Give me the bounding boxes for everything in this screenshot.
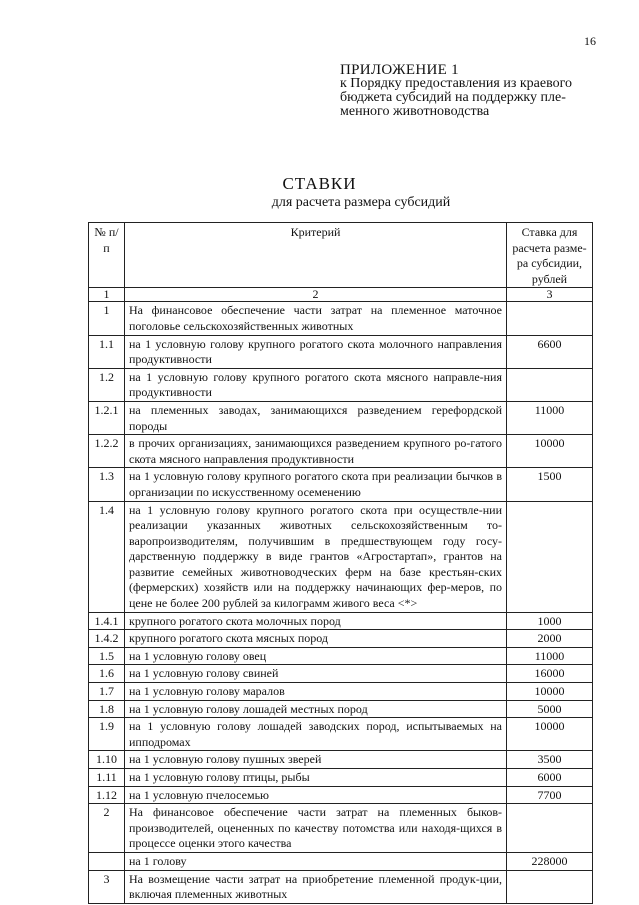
- row-rate: 3500: [507, 751, 593, 769]
- appendix-line: менного животноводства: [340, 104, 490, 119]
- row-rate: 11000: [507, 647, 593, 665]
- row-number: 1.4.1: [89, 612, 125, 630]
- header-rate: Ставка для расчета разме-ра субсидии, рублей: [507, 223, 593, 288]
- table-row: [89, 718, 593, 751]
- row-rate: [507, 501, 593, 612]
- row-rate: 10000: [507, 683, 593, 701]
- row-criterion: на 1 условную голову крупного рогатого скота при осуществле-нии реализации указанных животных сельскохозяйственным то-варопроизводителям, получившим в предшествующем году госу-дарственную поддержку в виде грантов «Агростартап», грантов на развитие семейных животноводческих ферм на базе крестьян-ских (фермерских) хозяйств или на поддержку начинающих фер-меров, по цене не более 200 рублей за килограмм живого веса <*>: [125, 501, 507, 612]
- row-number: 1.11: [89, 769, 125, 787]
- row-criterion: на 1 голову: [125, 852, 507, 870]
- row-criterion: на 1 условную пчелосемью: [125, 786, 507, 804]
- table-row: [89, 683, 593, 701]
- row-criterion: на 1 условную голову овец: [125, 647, 507, 665]
- row-criterion: на 1 условную голову маралов: [125, 683, 507, 701]
- table-row: [89, 501, 593, 612]
- row-criterion: крупного рогатого скота мясных пород: [125, 630, 507, 648]
- col-number: 2: [125, 288, 507, 302]
- table-row: [89, 870, 593, 903]
- row-rate: [507, 368, 593, 401]
- table-row: [89, 647, 593, 665]
- table-row: [89, 335, 593, 368]
- table-row: [89, 630, 593, 648]
- row-number: 1.3: [89, 468, 125, 501]
- row-rate: 7700: [507, 786, 593, 804]
- table-row: [89, 612, 593, 630]
- table-row: [89, 700, 593, 718]
- row-criterion: на 1 условную голову пушных зверей: [125, 751, 507, 769]
- row-number: 1.7: [89, 683, 125, 701]
- row-number: 1.1: [89, 335, 125, 368]
- row-criterion: на 1 условную голову птицы, рыбы: [125, 769, 507, 787]
- table-row: [89, 804, 593, 853]
- appendix-line: к Порядку предоставления из краевого: [340, 76, 572, 91]
- rates-subtitle: для расчета размера субсидий: [271, 195, 451, 210]
- table-row: [89, 368, 593, 401]
- row-rate: 10000: [507, 435, 593, 468]
- row-criterion: на 1 условную голову свиней: [125, 665, 507, 683]
- table-row: [89, 665, 593, 683]
- row-criterion: на 1 условную голову крупного рогатого скота при реализации бычков в организации по искусственному осеменению: [125, 468, 507, 501]
- row-criterion: на племенных заводах, занимающихся разведением герефордской породы: [125, 401, 507, 434]
- row-number: 1.9: [89, 718, 125, 751]
- table-row: [89, 751, 593, 769]
- row-criterion: На финансовое обеспечение части затрат на племенных быков-производителей, оцененных по качеству потомства или находя-щихся в процессе оценки этого качества: [125, 804, 507, 853]
- table-body: [89, 302, 593, 903]
- row-criterion: На возмещение части затрат на приобретение племенной продук-ции, включая племенных животных: [125, 870, 507, 903]
- appendix-block: [340, 63, 572, 119]
- table-row: [89, 302, 593, 335]
- row-number: 2: [89, 804, 125, 853]
- row-number: 1.4: [89, 501, 125, 612]
- appendix-line: бюджета субсидий на поддержку пле-: [340, 90, 566, 105]
- row-rate: [507, 870, 593, 903]
- row-rate: 6600: [507, 335, 593, 368]
- table-row: [89, 468, 593, 501]
- row-number: 1.2.1: [89, 401, 125, 434]
- row-number: 1: [89, 302, 125, 335]
- row-number: 1.2.2: [89, 435, 125, 468]
- row-rate: 11000: [507, 401, 593, 434]
- row-number: 1.2: [89, 368, 125, 401]
- row-rate: 228000: [507, 852, 593, 870]
- table-row: [89, 769, 593, 787]
- row-criterion: на 1 условную голову крупного рогатого скота молочного направления продуктивности: [125, 335, 507, 368]
- column-number-row: [89, 288, 593, 302]
- row-number: [89, 852, 125, 870]
- rates-table: [88, 222, 593, 904]
- row-rate: 5000: [507, 700, 593, 718]
- row-rate: 1000: [507, 612, 593, 630]
- row-number: 1.10: [89, 751, 125, 769]
- rates-title: СТАВКИ: [282, 174, 357, 193]
- row-criterion: На финансовое обеспечение части затрат на племенное маточное поголовье сельскохозяйственных животных: [125, 302, 507, 335]
- col-number: 1: [89, 288, 125, 302]
- row-rate: [507, 302, 593, 335]
- appendix-title: ПРИЛОЖЕНИЕ 1: [340, 62, 459, 78]
- header-criterion: Критерий: [125, 223, 507, 288]
- table-row: [89, 401, 593, 434]
- row-criterion: в прочих организациях, занимающихся разведением крупного ро-гатого скота мясного направления продуктивности: [125, 435, 507, 468]
- row-number: 1.12: [89, 786, 125, 804]
- row-number: 1.4.2: [89, 630, 125, 648]
- row-number: 1.6: [89, 665, 125, 683]
- row-rate: 1500: [507, 468, 593, 501]
- table-row: [89, 435, 593, 468]
- table-header-row: [89, 223, 593, 288]
- row-rate: [507, 804, 593, 853]
- row-criterion: на 1 условную голову крупного рогатого скота мясного направле-ния продуктивности: [125, 368, 507, 401]
- header-num: № п/п: [89, 223, 125, 288]
- col-number: 3: [507, 288, 593, 302]
- row-criterion: на 1 условную голову лошадей местных пород: [125, 700, 507, 718]
- row-rate: 2000: [507, 630, 593, 648]
- row-number: 1.8: [89, 700, 125, 718]
- table-row: [89, 852, 593, 870]
- row-rate: 6000: [507, 769, 593, 787]
- row-criterion: на 1 условную голову лошадей заводских пород, испытываемых на ипподромах: [125, 718, 507, 751]
- row-rate: 10000: [507, 718, 593, 751]
- page-number: 16: [584, 34, 596, 48]
- row-criterion: крупного рогатого скота молочных пород: [125, 612, 507, 630]
- row-rate: 16000: [507, 665, 593, 683]
- row-number: 1.5: [89, 647, 125, 665]
- row-number: 3: [89, 870, 125, 903]
- table-row: [89, 786, 593, 804]
